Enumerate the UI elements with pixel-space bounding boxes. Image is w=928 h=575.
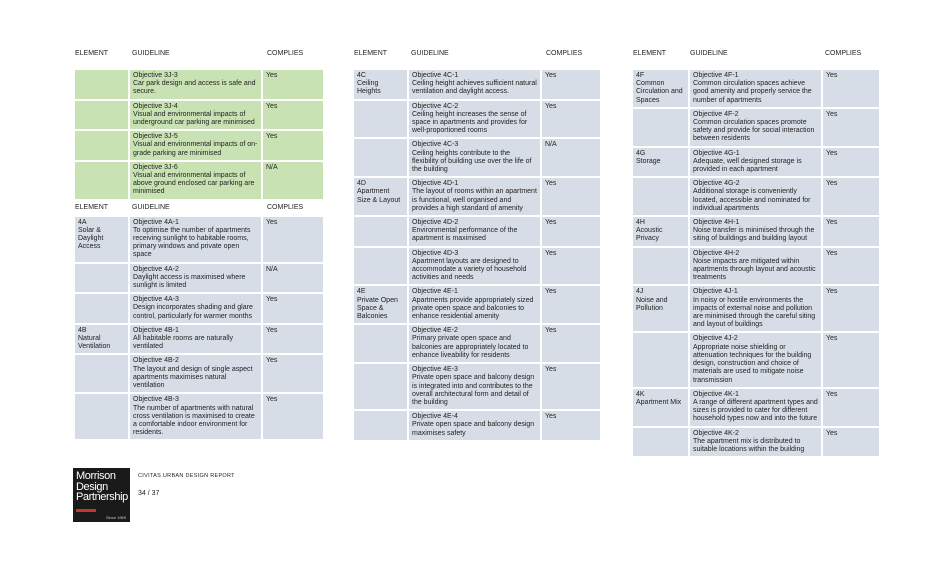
complies-cell: Yes <box>823 217 879 246</box>
table-row <box>354 101 604 138</box>
element-cell <box>633 109 688 146</box>
table-column-3 <box>633 46 881 458</box>
table-body <box>75 217 327 440</box>
element-cell <box>75 294 128 323</box>
complies-cell: Yes <box>263 394 323 439</box>
objective-id: Objective 4H-1 <box>693 219 740 227</box>
complies-cell: Yes <box>823 70 879 107</box>
objective-id: Objective 4B-3 <box>133 396 179 404</box>
element-cell <box>354 364 407 409</box>
header-complies: COMPLIES <box>546 49 583 57</box>
guideline-cell <box>690 389 821 426</box>
table-row <box>354 325 604 362</box>
table-row <box>75 131 327 160</box>
table-row <box>633 148 881 177</box>
objective-id: Objective 4B-2 <box>133 357 179 365</box>
element-cell <box>354 101 407 138</box>
guideline-cell <box>130 264 261 293</box>
table-row <box>75 162 327 199</box>
objective-id: Objective 3J-6 <box>133 163 178 171</box>
table-row <box>354 364 604 409</box>
complies-cell: Yes <box>823 333 879 386</box>
complies-cell: Yes <box>823 428 879 457</box>
element-cell <box>354 217 407 246</box>
complies-cell: N/A <box>542 139 600 176</box>
objective-text: Additional storage is conveniently located, accessible and nominated for individual apartments <box>693 188 811 212</box>
table-row <box>633 389 881 426</box>
objective-id: Objective 4D-1 <box>412 180 459 188</box>
guideline-cell <box>130 131 261 160</box>
element-cell: 4A Solar & Daylight Access <box>75 217 128 262</box>
element-cell <box>75 264 128 293</box>
complies-cell: N/A <box>263 162 323 199</box>
logo-text: Morrison Design Partnership <box>76 470 128 503</box>
guideline-cell <box>690 333 821 386</box>
guideline-cell <box>409 411 540 440</box>
element-cell <box>75 394 128 439</box>
objective-text: Private open space and balcony design maximises safety <box>412 421 535 437</box>
table-row <box>633 333 881 386</box>
complies-cell: Yes <box>263 325 323 354</box>
objective-text: The layout of rooms within an apartment is functional, well organised and provides a high standard of amenity <box>412 188 537 212</box>
table-header <box>75 201 327 215</box>
complies-cell: Yes <box>263 294 323 323</box>
complies-cell: Yes <box>263 217 323 262</box>
objective-text: Common circulation spaces promote safety and provide for social interaction between residents <box>693 119 815 143</box>
complies-cell: Yes <box>823 178 879 215</box>
complies-cell: Yes <box>542 411 600 440</box>
complies-cell: Yes <box>542 286 600 323</box>
element-cell <box>633 428 688 457</box>
header-element: ELEMENT <box>75 49 109 57</box>
objective-text: Design incorporates shading and glare control, particularly for warmer months <box>133 304 253 320</box>
complies-cell: Yes <box>823 248 879 285</box>
table-row <box>633 217 881 246</box>
page-number: 34 / 37 <box>138 490 160 497</box>
objective-id: Objective 4D-2 <box>412 219 459 227</box>
guideline-cell <box>690 428 821 457</box>
table-row <box>75 325 327 354</box>
table-row <box>75 355 327 392</box>
element-cell <box>354 248 407 285</box>
table-row <box>354 286 604 323</box>
element-cell <box>354 411 407 440</box>
table-row <box>75 70 327 99</box>
table-column-2 <box>354 46 604 442</box>
header-guideline: GUIDELINE <box>690 49 728 57</box>
element-cell <box>75 101 128 130</box>
guideline-cell <box>409 364 540 409</box>
complies-cell: Yes <box>823 148 879 177</box>
element-cell: 4J Noise and Pollution <box>633 286 688 331</box>
objective-text: To optimise the number of apartments receiving sunlight to habitable rooms, primary windows and private open space <box>133 226 251 259</box>
table-row <box>75 101 327 130</box>
element-cell <box>75 131 128 160</box>
complies-cell: Yes <box>542 70 600 99</box>
objective-id: Objective 4D-3 <box>412 249 459 257</box>
table-header <box>75 46 327 60</box>
guideline-cell <box>690 248 821 285</box>
element-cell <box>633 333 688 386</box>
element-cell <box>75 70 128 99</box>
objective-id: Objective 3J-3 <box>133 72 178 79</box>
complies-cell: Yes <box>542 325 600 362</box>
objective-id: Objective 3J-5 <box>133 133 178 141</box>
objective-id: Objective 4A-3 <box>133 296 179 304</box>
objective-id: Objective 4E-1 <box>412 288 458 296</box>
element-cell <box>354 139 407 176</box>
objective-text: The number of apartments with natural cross ventilation is maximised to create a comfortable indoor environment for residents. <box>133 404 255 437</box>
table-row <box>75 294 327 323</box>
objective-text: Primary private open space and balconies are appropriately located to enhance liveability for residents <box>412 335 529 359</box>
table-row <box>354 139 604 176</box>
complies-cell: Yes <box>542 178 600 215</box>
table-body <box>633 70 881 456</box>
table-row <box>633 428 881 457</box>
company-logo <box>73 468 130 522</box>
table-row <box>633 286 881 331</box>
table-header <box>354 46 604 60</box>
guideline-cell <box>130 325 261 354</box>
header-element: ELEMENT <box>75 204 109 212</box>
table-row <box>354 70 604 99</box>
objective-text: A range of different apartment types and sizes is provided to cater for different household types now and into the future <box>693 398 818 423</box>
objective-text: The apartment mix is distributed to suitable locations within the building <box>693 437 805 453</box>
objective-id: Objective 4E-2 <box>412 327 458 335</box>
objective-text: Private open space and balcony design is integrated into and contributes to the overall architectural form and detail of the building <box>412 374 535 406</box>
objective-text: Visual and environmental impacts of underground car parking are minimised <box>133 110 255 127</box>
guideline-cell <box>409 101 540 138</box>
complies-cell: Yes <box>823 109 879 146</box>
complies-cell: Yes <box>263 101 323 130</box>
complies-cell: Yes <box>542 101 600 138</box>
element-cell: 4G Storage <box>633 148 688 177</box>
guideline-cell <box>690 148 821 177</box>
objective-text: Ceiling height achieves sufficient natural ventilation and daylight access. <box>412 80 537 96</box>
table-row <box>633 109 881 146</box>
table-row <box>354 411 604 440</box>
objective-id: Objective 4E-4 <box>412 413 458 421</box>
guideline-cell <box>690 217 821 246</box>
complies-cell: Yes <box>263 355 323 392</box>
element-cell <box>354 325 407 362</box>
element-cell: 4F Common Circulation and Spaces <box>633 70 688 107</box>
objective-text: In noisy or hostile environments the impacts of external noise and pollution are minimised through the careful siting and layout of buildings <box>693 296 816 329</box>
report-title: CIVITAS URBAN DESIGN REPORT <box>138 473 235 479</box>
objective-id: Objective 4E-3 <box>412 366 458 374</box>
objective-text: Car park design and access is safe and secure. <box>133 80 256 96</box>
objective-id: Objective 4C-3 <box>412 141 459 149</box>
table-column-1 <box>75 46 327 441</box>
objective-text: Daylight access is maximised where sunlight is limited <box>133 273 246 290</box>
element-cell <box>75 162 128 199</box>
complies-cell: Yes <box>263 131 323 160</box>
objective-id: Objective 4K-1 <box>693 390 739 398</box>
objective-text: Common circulation spaces achieve good amenity and properly service the number of apartments <box>693 80 812 104</box>
objective-id: Objective 4G-2 <box>693 180 740 188</box>
objective-id: Objective 4F-2 <box>693 110 739 118</box>
table-header <box>633 46 881 60</box>
table-row <box>633 248 881 285</box>
guideline-cell <box>130 394 261 439</box>
guideline-cell <box>130 294 261 323</box>
objective-text: Visual and environmental impacts of above ground enclosed car parking are minimised <box>133 172 255 196</box>
objective-text: Ceiling heights contribute to the flexibility of building use over the life of the building <box>412 149 532 174</box>
header-guideline: GUIDELINE <box>132 204 170 212</box>
header-guideline: GUIDELINE <box>411 49 449 57</box>
objective-id: Objective 4K-2 <box>693 429 739 437</box>
header-complies: COMPLIES <box>267 204 304 212</box>
header-element: ELEMENT <box>633 49 667 57</box>
objective-id: Objective 4G-1 <box>693 149 740 157</box>
table-row <box>354 217 604 246</box>
table-row <box>75 394 327 439</box>
guideline-cell <box>409 248 540 285</box>
objective-text: Appropriate noise shielding or attenuation techniques for the building design, construction and choice of materials are used to mitigate noise transmission <box>693 343 812 384</box>
header-complies: COMPLIES <box>825 49 862 57</box>
table-row <box>75 217 327 262</box>
element-cell: 4K Apartment Mix <box>633 389 688 426</box>
objective-id: Objective 4F-1 <box>693 72 739 79</box>
objective-id: Objective 3J-4 <box>133 102 178 110</box>
table-row <box>354 178 604 215</box>
objective-text: Environmental performance of the apartment is maximised <box>412 227 518 243</box>
complies-cell: N/A <box>263 264 323 293</box>
logo-since: Since 1969 <box>105 515 126 520</box>
guideline-cell <box>409 139 540 176</box>
objective-text: Noise impacts are mitigated within apartments through layout and acoustic treatments <box>693 257 816 282</box>
complies-cell: Yes <box>823 286 879 331</box>
objective-text: Noise transfer is minimised through the siting of buildings and building layout <box>693 227 815 243</box>
objective-id: Objective 4C-2 <box>412 102 459 110</box>
element-cell: 4H Acoustic Privacy <box>633 217 688 246</box>
guideline-cell <box>130 217 261 262</box>
element-cell: 4E Private Open Space & Balconies <box>354 286 407 323</box>
complies-cell: Yes <box>542 217 600 246</box>
complies-cell: Yes <box>263 70 323 99</box>
element-cell <box>633 248 688 285</box>
objective-id: Objective 4A-2 <box>133 265 179 273</box>
table-body <box>354 70 604 440</box>
guideline-cell <box>409 286 540 323</box>
objective-text: Ceiling height increases the sense of space in apartments and provides for well-proportioned rooms <box>412 110 528 135</box>
objective-id: Objective 4H-2 <box>693 249 740 257</box>
guideline-cell <box>409 70 540 99</box>
objective-id: Objective 4B-1 <box>133 326 179 334</box>
guideline-cell <box>130 162 261 199</box>
guideline-cell <box>130 70 261 99</box>
objective-id: Objective 4C-1 <box>412 72 459 79</box>
element-cell <box>75 355 128 392</box>
objective-id: Objective 4J-1 <box>693 288 738 296</box>
guideline-cell <box>690 286 821 331</box>
guideline-cell <box>690 70 821 107</box>
element-cell <box>633 178 688 215</box>
complies-cell: Yes <box>542 364 600 409</box>
guideline-cell <box>690 109 821 146</box>
objective-id: Objective 4J-2 <box>693 335 738 343</box>
objective-text: Apartments provide appropriately sized private open space and balconies to enhance residential amenity <box>412 296 534 321</box>
guideline-cell <box>130 101 261 130</box>
table-row <box>354 248 604 285</box>
objective-text: Adequate, well designed storage is provided in each apartment <box>693 157 802 174</box>
objective-id: Objective 4A-1 <box>133 218 179 226</box>
complies-cell: Yes <box>542 248 600 285</box>
element-cell: 4D Apartment Size & Layout <box>354 178 407 215</box>
objective-text: All habitable rooms are naturally ventilated <box>133 335 233 351</box>
guideline-cell <box>130 355 261 392</box>
guideline-cell <box>409 217 540 246</box>
guideline-cell <box>690 178 821 215</box>
objective-text: Visual and environmental impacts of on-grade parking are minimised <box>133 141 258 157</box>
complies-cell: Yes <box>823 389 879 426</box>
objective-text: The layout and design of single aspect apartments maximises natural ventilation <box>133 365 253 390</box>
table-row <box>633 70 881 107</box>
logo-accent-bar <box>76 509 96 512</box>
table-row <box>633 178 881 215</box>
objective-text: Apartment layouts are designed to accommodate a variety of household activities and needs <box>412 257 527 282</box>
element-cell: 4B Natural Ventilation <box>75 325 128 354</box>
element-cell: 4C Ceiling Heights <box>354 70 407 99</box>
header-element: ELEMENT <box>354 49 388 57</box>
table-row <box>75 264 327 293</box>
header-guideline: GUIDELINE <box>132 49 170 57</box>
table-body <box>75 70 327 199</box>
header-complies: COMPLIES <box>267 49 304 57</box>
guideline-cell <box>409 325 540 362</box>
guideline-cell <box>409 178 540 215</box>
